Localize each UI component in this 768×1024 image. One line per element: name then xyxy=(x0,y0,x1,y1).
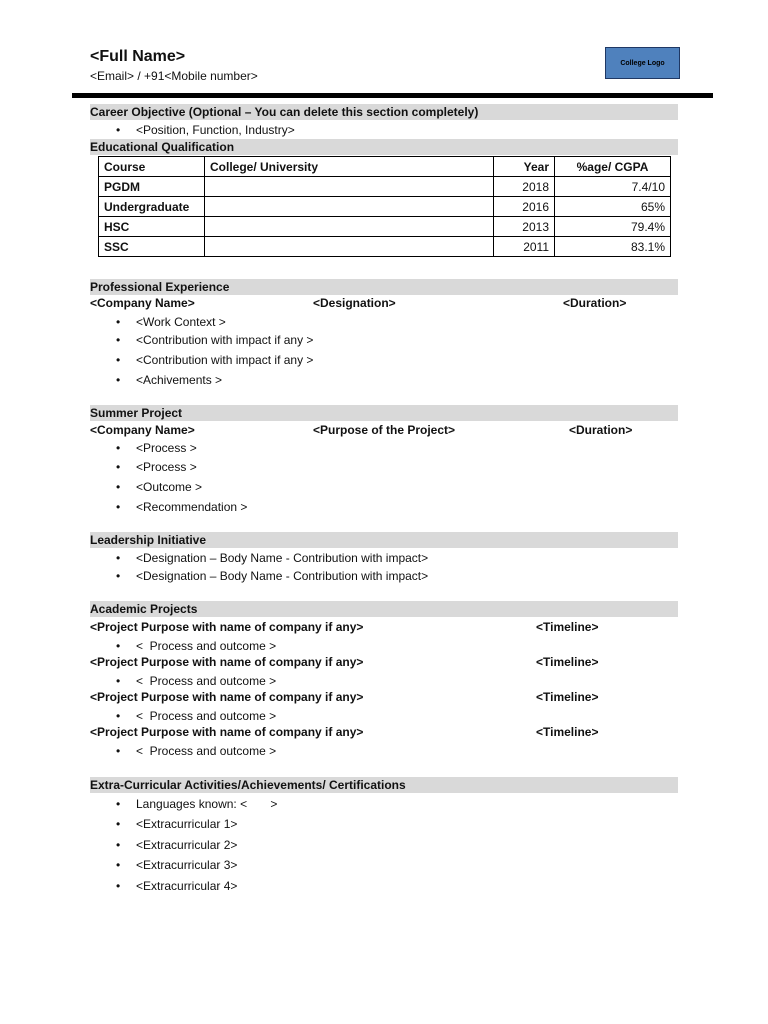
section-career-objective: Career Objective (Optional – You can delete this section completely) xyxy=(90,104,678,120)
bullet-icon: • xyxy=(116,333,121,347)
leadership-item: <Designation – Body Name - Contribution with impact> xyxy=(136,569,429,583)
experience-duration: <Duration> xyxy=(563,296,627,310)
cell-year: 2011 xyxy=(494,237,555,257)
bullet-icon: • xyxy=(116,674,121,688)
bullet-icon: • xyxy=(116,569,121,583)
summer-item: <Recommendation > xyxy=(136,500,248,514)
bullet-icon: • xyxy=(116,460,121,474)
project-item: < Process and outcome > xyxy=(136,674,277,688)
project-timeline: <Timeline> xyxy=(536,690,599,704)
cell-course: HSC xyxy=(99,217,205,237)
project-purpose: <Project Purpose with name of company if any> xyxy=(90,690,364,704)
project-timeline: <Timeline> xyxy=(536,725,599,739)
cell-college xyxy=(205,237,494,257)
summer-item: <Process > xyxy=(136,441,197,455)
col-course: Course xyxy=(99,157,205,177)
section-leadership: Leadership Initiative xyxy=(90,532,678,548)
extracurricular-item: <Extracurricular 3> xyxy=(136,858,238,872)
project-item: < Process and outcome > xyxy=(136,744,277,758)
project-timeline: <Timeline> xyxy=(536,655,599,669)
project-row xyxy=(90,654,678,671)
experience-item: <Contribution with impact if any > xyxy=(136,333,314,347)
cell-course: SSC xyxy=(99,237,205,257)
section-extracurricular: Extra-Curricular Activities/Achievements/ Certifications xyxy=(90,777,678,793)
summer-item: <Outcome > xyxy=(136,480,203,494)
project-timeline: <Timeline> xyxy=(536,620,599,634)
extracurricular-item: <Extracurricular 2> xyxy=(136,838,238,852)
table-row xyxy=(99,197,671,217)
experience-item: <Contribution with impact if any > xyxy=(136,353,314,367)
bullet-icon: • xyxy=(116,373,121,387)
bullet-icon: • xyxy=(116,709,121,723)
section-academic-projects: Academic Projects xyxy=(90,601,678,617)
cell-year: 2013 xyxy=(494,217,555,237)
col-grade: %age/ CGPA xyxy=(555,157,671,177)
bullet-icon: • xyxy=(116,744,121,758)
bullet-icon: • xyxy=(116,817,121,831)
bullet-icon: • xyxy=(116,480,121,494)
project-purpose: <Project Purpose with name of company if any> xyxy=(90,655,364,669)
cell-year: 2018 xyxy=(494,177,555,197)
col-college: College/ University xyxy=(205,157,494,177)
table-row xyxy=(99,217,671,237)
bullet-icon: • xyxy=(116,639,121,653)
project-purpose: <Project Purpose with name of company if any> xyxy=(90,620,364,634)
col-year: Year xyxy=(494,157,555,177)
summer-duration: <Duration> xyxy=(569,423,633,437)
bullet-icon: • xyxy=(116,441,121,455)
table-row xyxy=(99,177,671,197)
bullet-icon: • xyxy=(116,315,121,329)
cell-course: Undergraduate xyxy=(99,197,205,217)
bullet-icon: • xyxy=(116,500,121,514)
cell-grade: 79.4% xyxy=(555,217,671,237)
bullet-icon: • xyxy=(116,551,121,565)
extracurricular-item: <Extracurricular 4> xyxy=(136,879,238,893)
bullet-icon: • xyxy=(116,123,121,137)
table-row xyxy=(99,237,671,257)
summer-company: <Company Name> xyxy=(90,423,195,437)
bullet-icon: • xyxy=(116,353,121,367)
bullet-icon: • xyxy=(116,879,121,893)
bullet-icon: • xyxy=(116,838,121,852)
experience-item: <Work Context > xyxy=(136,315,226,329)
summer-header-row xyxy=(90,422,678,439)
cell-college xyxy=(205,197,494,217)
project-purpose: <Project Purpose with name of company if any> xyxy=(90,725,364,739)
project-item: < Process and outcome > xyxy=(136,639,277,653)
table-header-row xyxy=(99,157,671,177)
cell-grade: 83.1% xyxy=(555,237,671,257)
extracurricular-item: <Extracurricular 1> xyxy=(136,817,238,831)
leadership-item: <Designation – Body Name - Contribution with impact> xyxy=(136,551,429,565)
experience-header-row xyxy=(90,295,678,312)
project-item: < Process and outcome > xyxy=(136,709,277,723)
college-logo-label: College Logo xyxy=(620,59,665,67)
cell-grade: 65% xyxy=(555,197,671,217)
project-row xyxy=(90,619,678,636)
college-logo xyxy=(605,47,680,79)
cell-grade: 7.4/10 xyxy=(555,177,671,197)
cell-year: 2016 xyxy=(494,197,555,217)
section-experience: Professional Experience xyxy=(90,279,678,295)
objective-item: <Position, Function, Industry> xyxy=(136,123,295,137)
experience-company: <Company Name> xyxy=(90,296,195,310)
bullet-icon: • xyxy=(116,797,121,811)
project-row xyxy=(90,689,678,706)
full-name: <Full Name> xyxy=(90,48,186,65)
header-divider xyxy=(72,93,713,98)
experience-item: <Achivements > xyxy=(136,373,223,387)
extracurricular-item: Languages known: < > xyxy=(136,797,278,811)
summer-purpose: <Purpose of the Project> xyxy=(313,423,456,437)
contact-line: <Email> / +91<Mobile number> xyxy=(90,69,258,83)
education-table xyxy=(98,156,671,257)
cell-college xyxy=(205,217,494,237)
bullet-icon: • xyxy=(116,858,121,872)
experience-designation: <Designation> xyxy=(313,296,396,310)
cell-college xyxy=(205,177,494,197)
section-education: Educational Qualification xyxy=(90,139,678,155)
summer-item: <Process > xyxy=(136,460,197,474)
cell-course: PGDM xyxy=(99,177,205,197)
project-row xyxy=(90,724,678,741)
section-summer-project: Summer Project xyxy=(90,405,678,421)
